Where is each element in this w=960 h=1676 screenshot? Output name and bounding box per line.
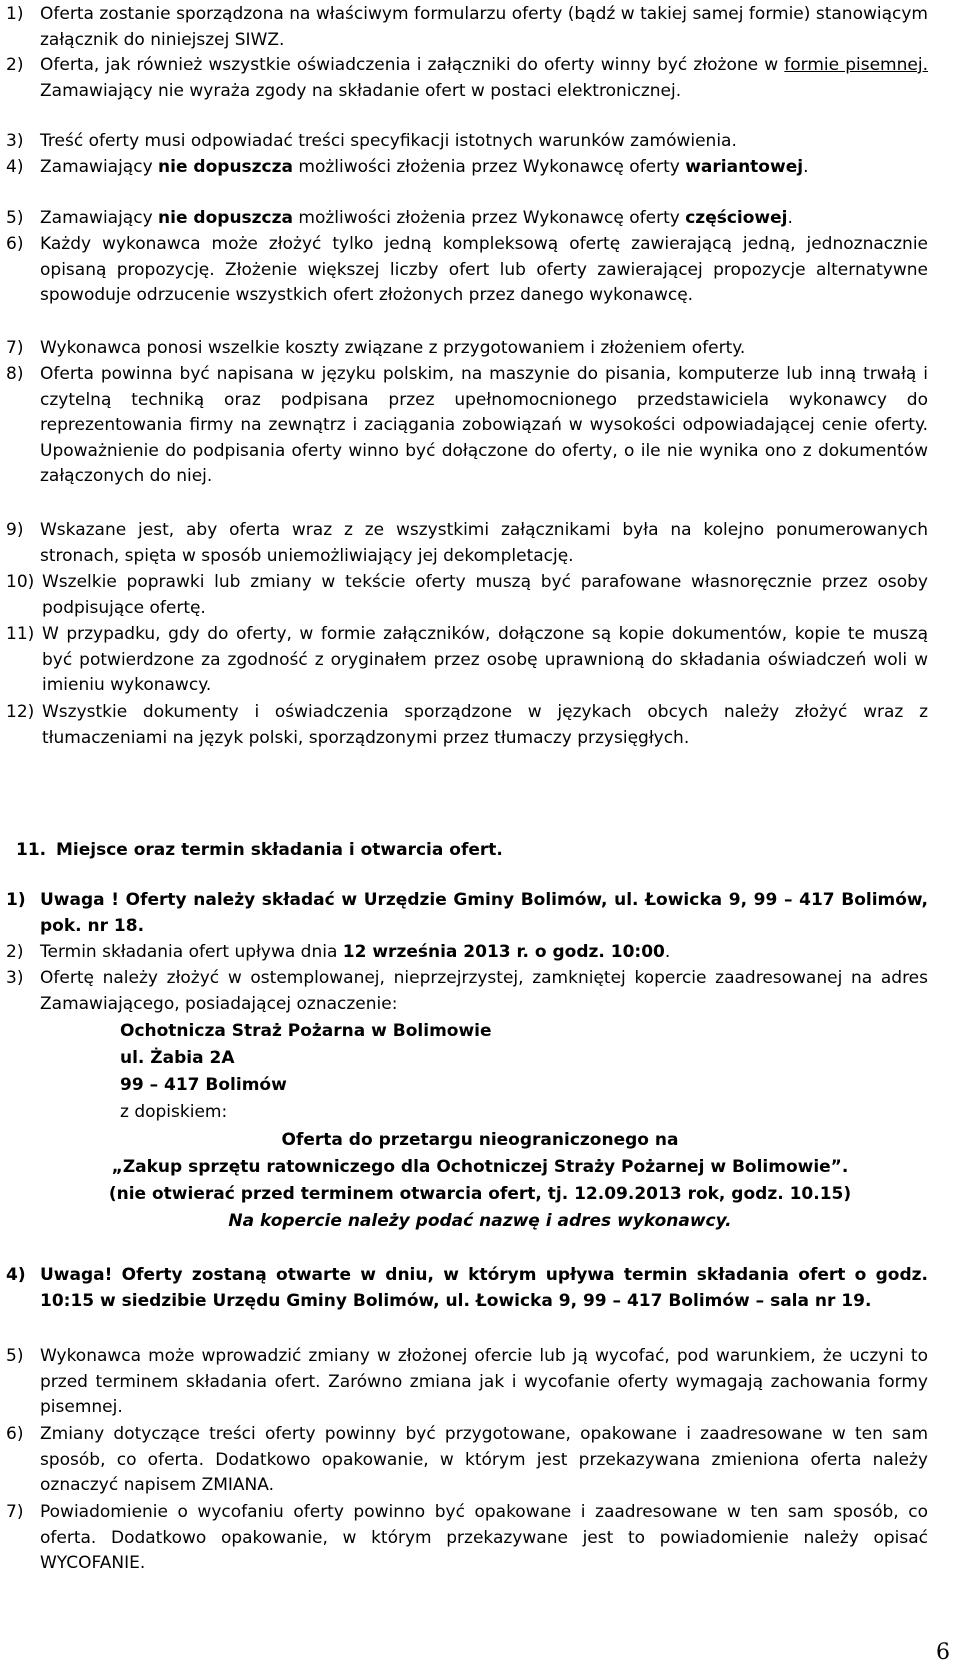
underlined-text: formie pisemnej. <box>784 55 928 75</box>
item-number: 7) <box>6 1502 24 1522</box>
bold-text: wariantowej <box>685 157 804 177</box>
list-item <box>6 1422 928 1499</box>
item-text: Wszystkie dokumenty i oświadczenia sporządzone w językach obcych należy złożyć wraz z tłumaczeniami na język polski, sporządzonymi przez tłumaczy przysięgłych. <box>42 702 928 748</box>
item-number: 1) <box>6 4 24 24</box>
list-item <box>6 700 928 751</box>
item-number: 6) <box>6 1424 24 1444</box>
envelope-instruction: Na kopercie należy podać nazwę i adres wykonawcy. <box>228 1211 732 1231</box>
item-number: 2) <box>6 55 24 75</box>
item-text: Każdy wykonawca może złożyć tylko jedną kompleksową ofertę zawierającą jedną, jednoznacznie opisaną propozycję. Złożenie większej liczby ofert lub oferty zawierającej propozycje alternatywne spowoduje odrzucenie wszystkich ofert złożonych przez danego wykonawcę. <box>40 234 928 305</box>
item-text-part: . <box>787 208 793 228</box>
item-text-part: . <box>803 157 809 177</box>
list-item <box>6 940 928 966</box>
bold-text: częściowej <box>685 208 788 228</box>
item-number: 8) <box>6 364 24 384</box>
item-text-part: możliwości złożenia przez Wykonawcę oferty <box>293 157 686 177</box>
list-item <box>6 1500 928 1577</box>
item-text-part: możliwości złożenia przez Wykonawcę oferty <box>293 208 686 228</box>
section-title: Miejsce oraz termin składania i otwarcia ofert. <box>56 840 503 860</box>
envelope-title: Oferta do przetargu nieograniczonego na <box>281 1130 679 1150</box>
item-number: 2) <box>6 942 24 962</box>
section-number: 11. <box>16 840 47 860</box>
list-item <box>6 129 928 155</box>
list-item <box>6 966 928 1017</box>
list-item <box>6 570 928 621</box>
item-text: Wykonawca może wprowadzić zmiany w złożonej ofercie lub ją wycofać, pod warunkiem, że uczyni to przed terminem składania ofert. Zarówno zmiana jak i wycofanie oferty wymagają zachowania formy pisemnej. <box>40 1346 928 1417</box>
item-number: 12) <box>6 702 35 722</box>
list-item <box>6 206 928 232</box>
item-number: 10) <box>6 572 35 592</box>
list-item <box>6 622 928 699</box>
list-item <box>6 2 928 53</box>
page-number: 6 <box>936 1640 950 1665</box>
item-text: Treść oferty musi odpowiadać treści specyfikacji istotnych warunków zamówienia. <box>40 131 737 151</box>
bold-text: nie dopuszcza <box>158 157 294 177</box>
recipient-name: Ochotnicza Straż Pożarna w Bolimowie <box>120 1021 492 1041</box>
item-text: Ofertę należy złożyć w ostemplowanej, nieprzejrzystej, zamkniętej kopercie zaadresowanej na adres Zamawiającego, posiadającej oznaczenie: <box>40 968 928 1014</box>
list-item <box>6 518 928 569</box>
list-item <box>6 232 928 309</box>
item-text: Uwaga ! Oferty należy składać w Urzędzie Gminy Bolimów, ul. Łowicka 9, 99 – 417 Bolimów, pok. nr 18. <box>40 890 928 936</box>
item-number: 5) <box>6 1346 24 1366</box>
item-text-part: Termin składania ofert upływa dnia <box>40 942 343 962</box>
item-text <box>40 940 928 966</box>
list-item <box>6 362 928 490</box>
item-text: W przypadku, gdy do oferty, w formie załączników, dołączone są kopie dokumentów, kopie te muszą być potwierdzone za zgodność z oryginałem przez osobę uprawnioną do składania oświadczeń woli w imieniu wykonawcy. <box>42 624 928 695</box>
item-text: Powiadomienie o wycofaniu oferty powinno być opakowane i zaadresowane w ten sam sposób, co oferta. Dodatkowo opakowanie, w którym przekazywane jest to powiadomienie należy opisać WYCOFANIE. <box>40 1502 928 1573</box>
item-number: 9) <box>6 520 24 540</box>
item-number: 4) <box>6 1265 26 1285</box>
item-text: Wszelkie poprawki lub zmiany w tekście oferty muszą być parafowane własnoręcznie przez osoby podpisujące ofertę. <box>42 572 928 618</box>
item-number: 4) <box>6 157 24 177</box>
item-text: Uwaga! Oferty zostaną otwarte w dniu, w którym upływa termin składania ofert o godz. 10:15 w siedzibie Urzędu Gminy Bolimów, ul. Łowicka 9, 99 – 417 Bolimów – sala nr 19. <box>40 1265 928 1311</box>
item-number: 6) <box>6 234 24 254</box>
item-text-part: Oferta, jak również wszystkie oświadczenia i załączniki do oferty winny być złożone w <box>40 55 785 75</box>
bold-text: nie dopuszcza <box>158 208 294 228</box>
item-text: Oferta zostanie sporządzona na właściwym formularzu oferty (bądź w takiej samej formie) stanowiącym załącznik do niniejszej SIWZ. <box>40 4 928 50</box>
item-text: Oferta powinna być napisana w języku polskim, na maszynie do pisania, komputerze lub inną trwałą i czytelną techniką oraz podpisana przez upełnomocnionego przedstawiciela wykonawcy do reprezentowania firmy na zewnątrz i zaciągania zobowiązań w wysokości odpowiadającej cenie oferty. Upoważnienie do podpisania oferty winno być dołączone do oferty, o ile nie wynika ono z dokumentów załączonych do niej. <box>40 364 928 486</box>
item-number: 1) <box>6 890 26 910</box>
item-text-part: Zamawiający nie wyraża zgody na składanie ofert w postaci elektronicznej. <box>40 80 682 101</box>
item-text: Zmiany dotyczące treści oferty powinny być przygotowane, opakowane i zaadresowane w ten sam sposób, co oferta. Dodatkowo opakowanie, w którym jest przekazywana zmieniona oferta należy oznaczyć napisem ZMIANA. <box>40 1424 928 1495</box>
bold-text: 12 września 2013 r. o godz. 10:00 <box>342 942 665 962</box>
item-text: Wskazane jest, aby oferta wraz z ze wszystkimi załącznikami była na kolejno ponumerowanych stronach, spięta w sposób uniemożliwiający jej dekompletację. <box>40 520 928 566</box>
section-heading <box>16 838 503 864</box>
item-number: 5) <box>6 208 24 228</box>
annotation-label: z dopiskiem: <box>120 1102 228 1122</box>
item-text: Wykonawca ponosi wszelkie koszty związane z przygotowaniem i złożeniem oferty. <box>40 338 746 358</box>
recipient-postcode: 99 – 417 Bolimów <box>120 1075 287 1095</box>
list-item <box>6 155 928 181</box>
item-text-part: Zamawiający <box>40 208 159 228</box>
item-text-part: . <box>664 942 671 962</box>
list-item <box>6 336 928 362</box>
list-item <box>6 53 928 104</box>
item-text <box>40 53 928 104</box>
envelope-notice: (nie otwierać przed terminem otwarcia ofert, tj. 12.09.2013 rok, godz. 10.15) <box>108 1184 852 1204</box>
list-item <box>6 888 928 939</box>
item-number: 3) <box>6 968 24 988</box>
item-number: 3) <box>6 131 24 151</box>
envelope-subject: „Zakup sprzętu ratowniczego dla Ochotniczej Straży Pożarnej w Bolimowie”. <box>111 1157 849 1177</box>
item-text <box>40 155 928 181</box>
recipient-street: ul. Żabia 2A <box>120 1048 235 1068</box>
item-number: 7) <box>6 338 24 358</box>
item-text-part: Zamawiający <box>40 157 159 177</box>
item-text <box>40 206 928 232</box>
list-item <box>6 1344 928 1421</box>
item-number: 11) <box>6 624 35 644</box>
list-item <box>6 1263 928 1314</box>
